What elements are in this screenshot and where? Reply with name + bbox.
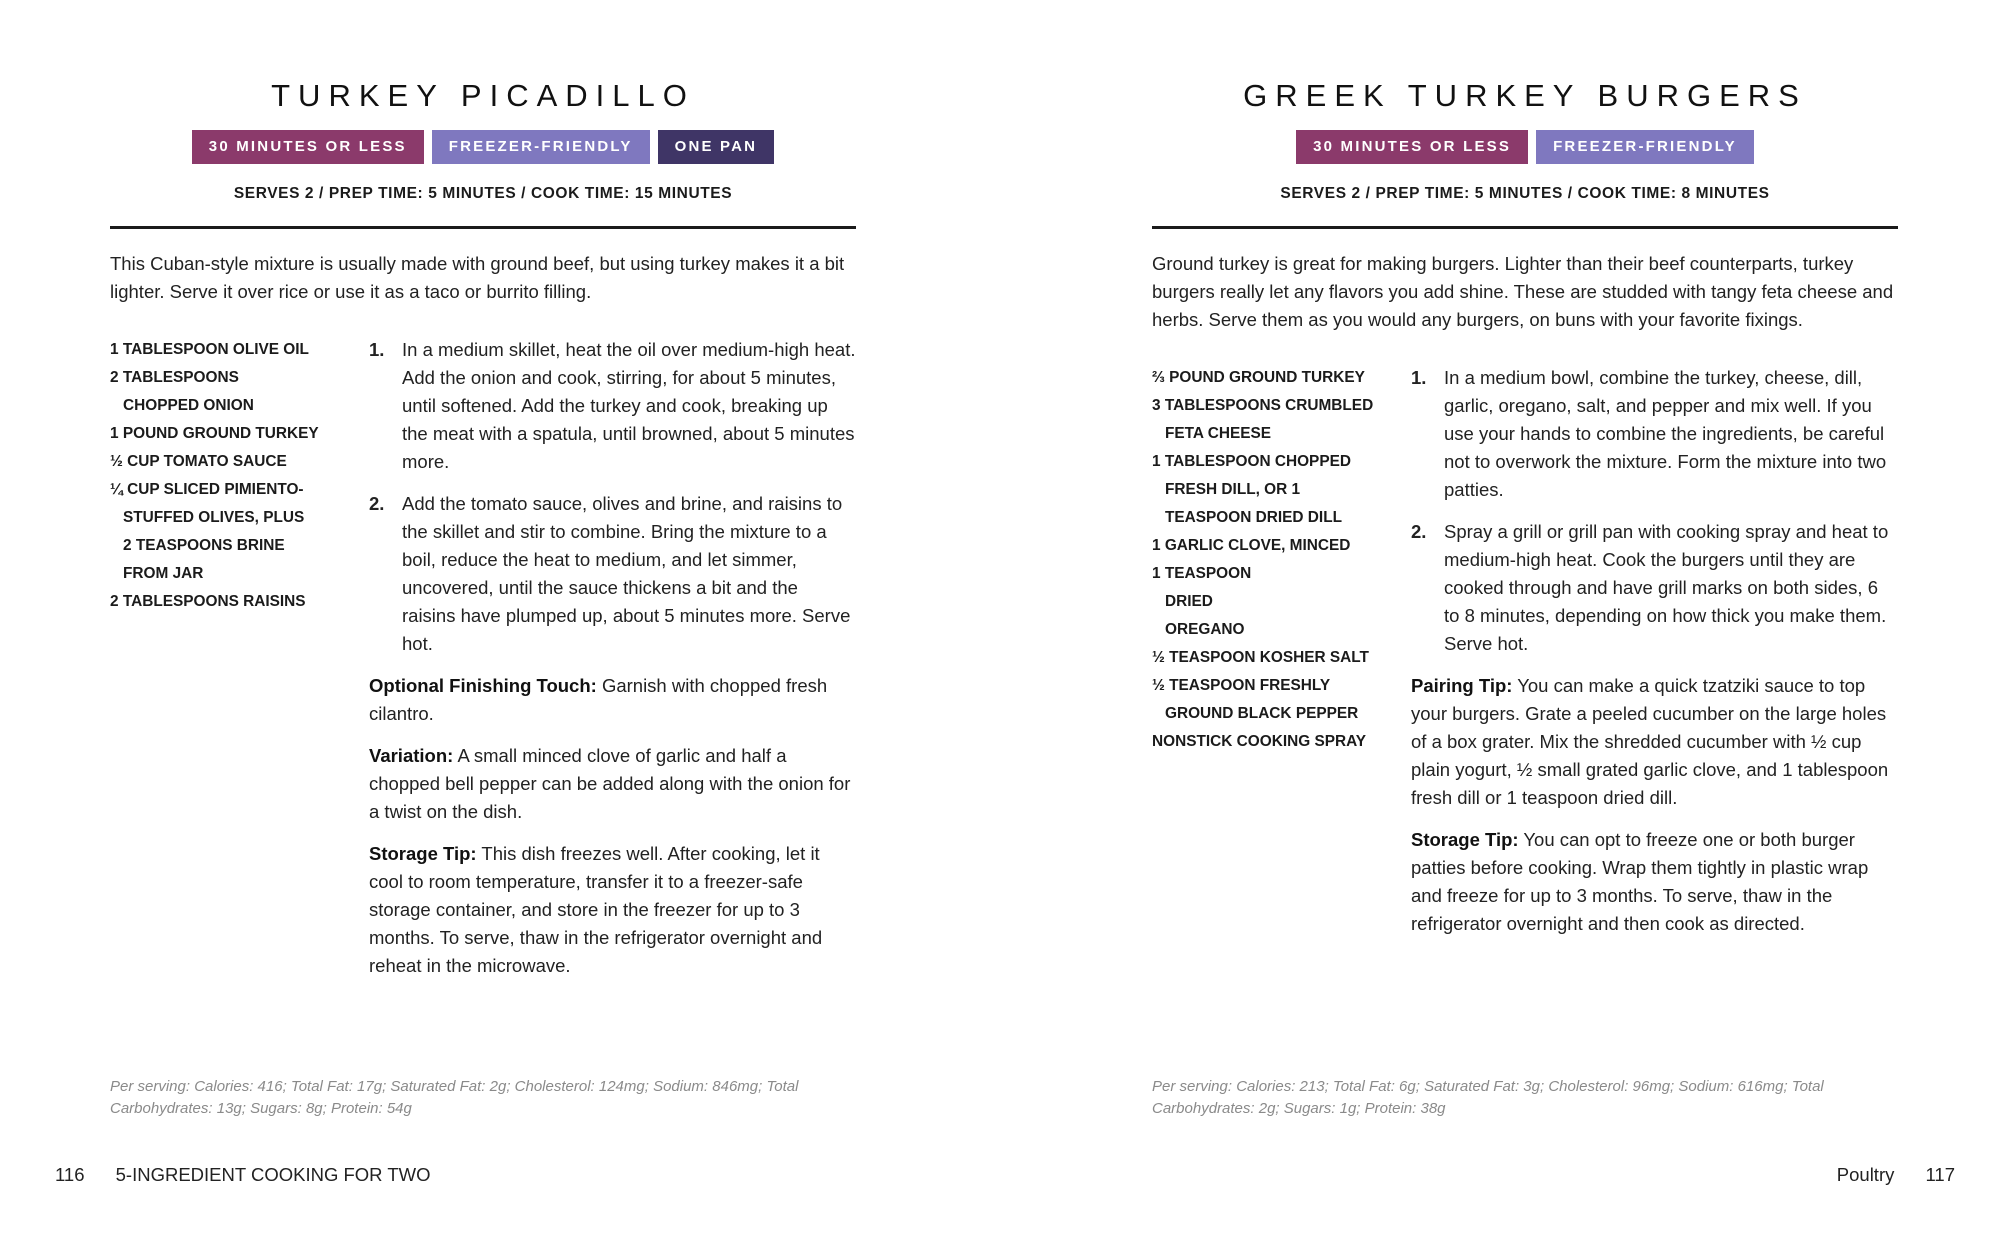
- section-name: Poultry: [1836, 1164, 1895, 1185]
- ingredient-item: NONSTICK COOKING SPRAY: [1152, 733, 1367, 750]
- right-page: [1152, 0, 1898, 1233]
- page-number: 116: [55, 1164, 85, 1185]
- step-number: 1.: [369, 339, 385, 360]
- recipe-intro: Ground turkey is great for making burgers. Lighter than their beef counterparts, turkey burgers really let any flavors you add shine. These are studded with tangy feta cheese and herbs. Serve them as you would any burgers, on buns with your favorite fixings.: [1152, 253, 1894, 330]
- tag-30-minutes: 30 MINUTES OR LESS: [192, 130, 424, 164]
- direction-step: [369, 490, 856, 658]
- ingredient-item: ½ TEASPOON FRESHLY GROUND BLACK PEPPER: [1152, 677, 1359, 722]
- ingredient-item: ½ CUP TOMATO SAUCE: [110, 453, 287, 470]
- serving-info: SERVES 2 / PREP TIME: 5 MINUTES / COOK TIME: 8 MINUTES: [1280, 185, 1770, 202]
- ingredient-item: 3 TABLESPOONS CRUMBLED FETA CHEESE: [1152, 397, 1374, 442]
- note-text: Garnish with chopped fresh cilantro.: [369, 675, 828, 724]
- ingredient-item: 2 TABLESPOONS CHOPPED ONION: [110, 369, 254, 414]
- recipe-intro: This Cuban-style mixture is usually made with ground beef, but using turkey makes it a bit lighter. Serve it over rice or use it as a taco or burrito filling.: [110, 253, 845, 302]
- note-label: Optional Finishing Touch:: [369, 675, 597, 696]
- serving-info: SERVES 2 / PREP TIME: 5 MINUTES / COOK TIME: 15 MINUTES: [233, 185, 733, 202]
- ingredient-list: [110, 336, 350, 616]
- ingredient-item: 1 POUND GROUND TURKEY: [110, 425, 319, 442]
- ingredient-item: ¼ CUP SLICED PIMIENTO-STUFFED OLIVES, PLUS 2 TEASPOONS BRINE FROM JAR: [110, 481, 305, 582]
- recipe-tags: [1152, 130, 1898, 164]
- ingredient-item: ⅔ POUND GROUND TURKEY: [1152, 369, 1365, 386]
- note-label: Storage Tip:: [369, 843, 477, 864]
- ingredient-item: 1 TEASPOON DRIED OREGANO: [1152, 565, 1252, 638]
- step-number: 2.: [1411, 521, 1427, 542]
- recipe-directions: [369, 336, 856, 994]
- variation-note: [369, 742, 856, 826]
- step-number: 2.: [369, 493, 385, 514]
- ingredient-list: [1152, 364, 1392, 756]
- footer-right: [1837, 1164, 1955, 1186]
- nutrition-info: Per serving: Calories: 213; Total Fat: 6g; Saturated Fat: 3g; Cholesterol: 96mg; Sodium: 616mg; Total Carbohydrates: 2g; Sugars: 1g; Protein: 38g: [1152, 1078, 1824, 1117]
- tag-freezer-friendly: FREEZER-FRIENDLY: [432, 130, 650, 164]
- ingredient-item: 1 GARLIC CLOVE, MINCED: [1152, 537, 1351, 554]
- pairing-tip-note: [1411, 672, 1898, 812]
- note-label: Pairing Tip:: [1411, 675, 1513, 696]
- direction-step: [1411, 518, 1898, 658]
- storage-tip-note: [1411, 826, 1898, 938]
- ingredient-item: 2 TABLESPOONS RAISINS: [110, 593, 306, 610]
- recipe-directions: [1411, 364, 1898, 952]
- step-text: Spray a grill or grill pan with cooking spray and heat to medium-high heat. Cook the burgers until they are cooked through and have grill marks on both sides, 6 to 8 minutes, depending on how thick you make them. Serve hot.: [1444, 521, 1889, 654]
- step-text: Add the tomato sauce, olives and brine, and raisins to the skillet and stir to combine. Bring the mixture to a boil, reduce the heat to medium, and let simmer, uncovered, until the sauce thickens a bit and the raisins have plumped up, about 5 minutes more. Serve hot.: [402, 493, 851, 654]
- divider: [110, 226, 856, 229]
- direction-step: [369, 336, 856, 476]
- recipe-title: TURKEY PICADILLO: [271, 78, 695, 113]
- book-title: 5-INGREDIENT COOKING FOR TWO: [115, 1164, 431, 1185]
- ingredient-item: ½ TEASPOON KOSHER SALT: [1152, 649, 1369, 666]
- recipe-title: GREEK TURKEY BURGERS: [1243, 78, 1807, 113]
- page-number: 117: [1925, 1164, 1955, 1185]
- direction-step: [1411, 364, 1898, 504]
- divider: [1152, 226, 1898, 229]
- note-text: You can make a quick tzatziki sauce to top your burgers. Grate a peeled cucumber on the large holes of a box grater. Mix the shredded cucumber with ½ cup plain yogurt, ½ small grated garlic clove, and 1 tablespoon fresh dill or 1 teaspoon dried dill.: [1411, 675, 1889, 808]
- ingredient-item: 1 TABLESPOON OLIVE OIL: [110, 341, 309, 358]
- nutrition-info: Per serving: Calories: 416; Total Fat: 17g; Saturated Fat: 2g; Cholesterol: 124mg; Sodium: 846mg; Total Carbohydrates: 13g; Sugars: 8g; Protein: 54g: [110, 1078, 799, 1117]
- footer-left: [55, 1164, 431, 1186]
- tag-freezer-friendly: FREEZER-FRIENDLY: [1536, 130, 1754, 164]
- left-page: [110, 0, 856, 1233]
- tag-one-pan: ONE PAN: [658, 130, 775, 164]
- tag-30-minutes: 30 MINUTES OR LESS: [1296, 130, 1528, 164]
- recipe-tags: [110, 130, 856, 164]
- step-text: In a medium skillet, heat the oil over medium-high heat. Add the onion and cook, stirring, for about 5 minutes, until softened. Add the turkey and cook, breaking up the meat with a spatula, until browned, about 5 minutes more.: [402, 339, 856, 472]
- note-text: You can opt to freeze one or both burger patties before cooking. Wrap them tightly in plastic wrap and freeze for up to 3 months. To serve, thaw in the refrigerator overnight and then cook as directed.: [1411, 829, 1869, 934]
- note-text: A small minced clove of garlic and half a chopped bell pepper can be added along with the onion for a twist on the dish.: [369, 745, 851, 822]
- storage-tip-note: [369, 840, 856, 980]
- step-text: In a medium bowl, combine the turkey, cheese, dill, garlic, oregano, salt, and pepper and mix well. If you use your hands to combine the ingredients, be careful not to overwork the mixture. Form the mixture into two patties.: [1444, 367, 1887, 500]
- note-text: This dish freezes well. After cooking, let it cool to room temperature, transfer it to a freezer-safe storage container, and store in the freezer for up to 3 months. To serve, thaw in the refrigerator overnight and reheat in the microwave.: [369, 843, 823, 976]
- finishing-touch-note: [369, 672, 856, 728]
- note-label: Storage Tip:: [1411, 829, 1519, 850]
- step-number: 1.: [1411, 367, 1427, 388]
- note-label: Variation:: [369, 745, 454, 766]
- ingredient-item: 1 TABLESPOON CHOPPED FRESH DILL, OR 1 TEASPOON DRIED DILL: [1152, 453, 1351, 526]
